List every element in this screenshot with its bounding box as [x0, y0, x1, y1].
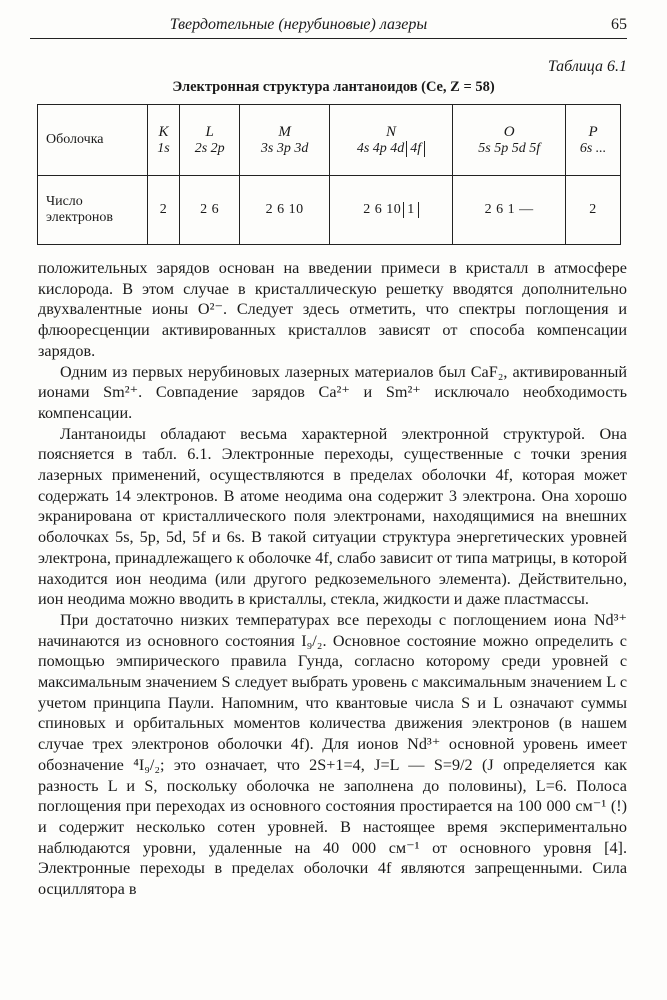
shell-o-orbitals: 5s 5p 5d 5f: [478, 140, 541, 156]
shell-o-header: [453, 105, 566, 176]
shell-k-orbitals: 1s: [157, 140, 170, 156]
shell-l-orbitals: 2s 2p: [194, 140, 225, 156]
shell-l-values: 2 6: [179, 176, 240, 245]
table-label: Таблица 6.1: [547, 58, 627, 75]
shell-m-name: M: [278, 123, 291, 140]
shell-n-orbitals-text: 4s 4p 4d: [356, 140, 405, 156]
table-caption: Электронная структура лантаноидов (Ce, Z = 58): [172, 79, 495, 95]
shell-l-name: L: [205, 123, 214, 140]
shell-m-orbitals: 3s 3p 3d: [260, 140, 309, 156]
shell-p-values: 2: [566, 176, 621, 245]
paragraph-1: положительных зарядов основан на введении примеси в кристалл в атмосфере кислорода. В этом случае в кристаллическую решетку вводятся дополнительно двухвалентные ионы O²⁻. Следует здесь отметить, что спектры поглощения и флюоресценции активированных кристаллов зависят от способа компенсации зарядов.: [38, 259, 627, 360]
body-text: [38, 258, 627, 900]
paragraph-4: При достаточно низких температурах все переходы с поглощением иона Nd³⁺ начинаются из основного состояния I₉/₂. Основное состояние можно определить с помощью эмпирического правила Гунда, согласно которому среди уровней с максимальным значением S следует выбрать уровень с максимальным значением L с учетом принципа Паули. Напомним, что квантовые числа S и L означают суммы спиновых и орбитальных моментов количества движения электронов (в нашем случае трех электронов оболочки 4f). Для ионов Nd³⁺ основной уровень имеет обозначение ⁴I₉/₂; это означает, что 2S+1=4, J=L — S=9/2 (J определяется как разность L и S, поскольку оболочка не заполнена до половины), L=6. Полоса поглощения при переходах из основного состояния простирается на 100 000 см⁻¹ (!) и содержит несколько сотен уровней. В настоящее время экспериментально наблюдаются уровни, удаленные на 40 000 см⁻¹ от основного уровня [4]. Электронные переходы в пределах оболочки 4f являются запрещенными. Сила осциллятора в: [38, 610, 627, 899]
shell-p-orbitals: 6s ...: [579, 140, 607, 156]
shell-m-values: 2 6 10: [240, 176, 329, 245]
table-header-row: [38, 105, 621, 176]
shell-n-values-text: 2 6 10: [363, 202, 402, 217]
shell-n-4f-value-box: 1: [403, 202, 419, 218]
running-header: [30, 14, 627, 39]
value-row-label: Число электронов: [38, 176, 148, 245]
shell-k-header: [148, 105, 180, 176]
table-value-row: [38, 176, 621, 245]
shell-l-header: [179, 105, 240, 176]
shell-m-header: [240, 105, 329, 176]
running-header-title: Твердотельные (нерубиновые) лазеры: [169, 16, 428, 33]
shell-n-4f-box: 4f: [406, 141, 425, 157]
shell-p-header: [566, 105, 621, 176]
shell-k-values: 2: [148, 176, 180, 245]
shell-p-name: P: [588, 123, 598, 140]
shell-k-name: K: [158, 123, 169, 140]
electron-structure-table: [37, 104, 621, 245]
page-number: 65: [611, 16, 627, 33]
paragraph-2: Одним из первых нерубиновых лазерных материалов был CaF₂, активированный ионами Sm²⁺. Совпадение зарядов Ca²⁺ и Sm²⁺ исключало необходимость компенсации.: [38, 362, 627, 422]
paragraph-3: Лантаноиды обладают весьма характерной электронной структурой. Она поясняется в табл. 6.1. Электронные переходы, существенные с точки зрения лазерных применений, осуществляются в пределах оболочки 4f, которая может содержать 14 электронов. В атоме неодима она содержит 3 электрона. Она хорошо экранирована от кристаллического поля электронами, находящимися на внешних оболочках 5s, 5p, 5d, 5f и 6s. В такой ситуации структура энергетических уровней электрона, принадлежащего к оболочке 4f, слабо зависит от типа матрицы, в которой находится ион неодима (или другого редкоземельного элемента). Действительно, ион неодима можно вводить в кристаллы, стекла, жидкости и даже пластмассы.: [38, 424, 627, 609]
shell-o-values: 2 6 1 —: [453, 176, 566, 245]
shell-n-values: [329, 176, 453, 245]
shell-o-name: O: [503, 123, 515, 140]
header-row-label: Оболочка: [38, 105, 148, 176]
shell-n-orbitals: [333, 141, 450, 157]
shell-n-name: N: [385, 123, 396, 140]
shell-n-header: [329, 105, 453, 176]
